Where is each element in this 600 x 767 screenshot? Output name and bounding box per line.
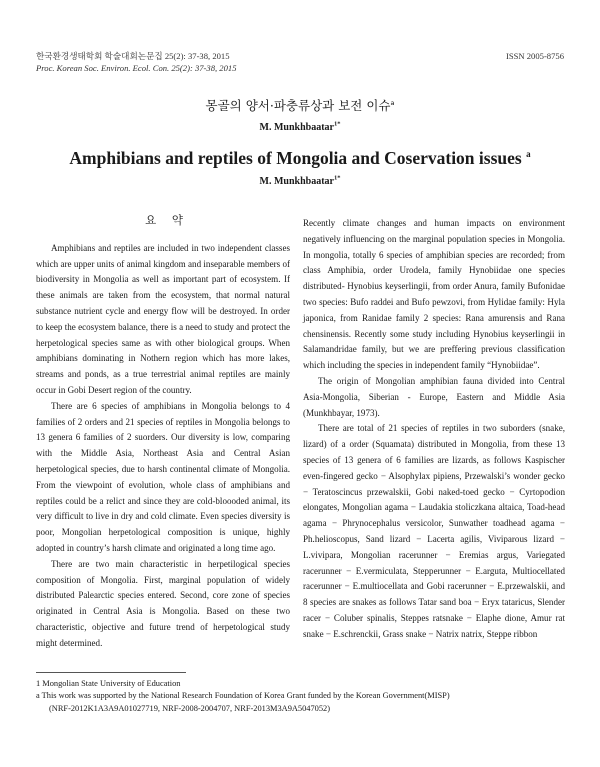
- title-korean: [0, 96, 600, 114]
- title-korean-footnote-mark: a: [390, 98, 395, 107]
- paragraph: There are two main characteristic in herpetilogical species composition of Mongolia. First, marginal population of widely distributed Palearctic species entered. Second, core zone of species originated in Central Asia is Mongolia. Based on these two characteristic, objective and future trend of herpetological study might determined.: [36, 558, 290, 648]
- paragraph: Amphibians and reptiles are included in two independent classes which are upper units of animal kingdom and inseparable members of biodiversity in Mongolia as well as important part of ecosystem. If these animals are taken from the ecosystem, that normal natural substance nutrient cycle and energy flow will be destroyed. In order to keep the ecosystem balance, there is a need to study and protect the herpetological species same as with other biological groups. When amphibians dominating in Nothern region which has more lakes, streams and ponds, as a true terrestrial animal reptiles are mainly occur in Gobi Desert region of the country.: [36, 242, 290, 395]
- author-korean-name: M. Munkhbaatar: [259, 122, 334, 133]
- footnote-funding: a This work was supported by the National Research Foundation of Korea Grant funded by the Korean Government(MISP): [36, 691, 450, 701]
- author-english-name: M. Munkhbaatar: [259, 176, 334, 187]
- footnote-grant-numbers: (NRF-2012K1A3A9A01027719, NRF-2008-2004707, NRF-2013M3A9A5047052): [49, 703, 331, 713]
- footnote-affiliation: 1 Mongolian State University of Education: [36, 679, 181, 688]
- author-korean: [0, 122, 600, 133]
- title-english-footnote-mark: a: [526, 149, 531, 160]
- issn-number: ISSN 2005-8756: [505, 51, 564, 61]
- title-english-text: Amphibians and reptiles of Mongolia and Coservation issues: [69, 148, 522, 168]
- paragraph: There are total of 21 species of reptiles in two suborders (snake, lizard) of a order (Squamata) distributed in Mongolia, from these 13 species of 13 genera of 6 families are lizards, as follows Kaspischer even-fingered gecko − Alsophylax pipiens, Przewalski’s wonder gecko − Teratoscincus przewalskii, Gobi naked-toed gecko − Cyrtopodion elongates, Mongolian agama − Laudakia stoliczkana altaica, Toad-head agama − Phrynocephalus versicolor, Sunwather toadhead agama − Ph.helioscopus, Sand lizard − Lacerta agilis, Viviparous lizard − L.vivipara, Mongolian racerunner − Eremias argus, Variegated racerunner − E.vermiculata, Stepperunner − E.arguta, Multiocellated racerunner − E.multiocellata and Gobi racerunner − E.przewalskii, and 8 species are snakes as follows Tatar sand boa − Eryx tataricus, Slender racer − Coluber spinalis, Steppes ratsnake − Elaphe dione, Amur rat snake − E.schrenckii, Grass snake − Natrix natrix, Steppe ribbon: [303, 423, 565, 639]
- journal-citation-english: Proc. Korean Soc. Environ. Ecol. Con. 25(2): 37-38, 2015: [36, 63, 237, 73]
- right-column: [303, 216, 565, 643]
- title-korean-text: 몽골의 양서·파충류상과 보전 이슈: [205, 98, 391, 113]
- footnote-divider: [36, 672, 186, 673]
- author-english: [0, 176, 600, 187]
- paragraph: There are 6 species of amphibians in Mongolia belongs to 4 families of 2 orders and 21 species of reptiles in Mongolia belongs to 13 genera 6 families of 2 suorders. Our diversity is low, comparing with the Middle Asia, Northeast Asia and Central Asian herpetological species, due to harsh continental climate of Mongolia. From the viewpoint of evolution, whole class of amphibians and reptiles could be a relict and since they are cold-bloooded animal, its very difficult to live in dry and cold climate. Even species diversity is poor, Mongolian herpetological composition is unique, highly adopted in country’s harsh climate and originated a long time ago.: [36, 400, 290, 553]
- journal-citation-korean: 한국환경생태학회 학술대회논문집 25(2): 37-38, 2015: [36, 51, 230, 61]
- author-english-footnote-mark: 1*: [333, 174, 341, 182]
- title-english: [0, 148, 600, 169]
- footnotes: [36, 678, 566, 715]
- paragraph: Recently climate changes and human impacts on environment negatively influencing on the marginal population species in Mongolia. In mongolia, totally 6 species of amphibian species are recorded; from class Amphibia, order Urodela, family Hynobiidae one species distributed- Hynobius keyserlingii, from order Anura, family Bufonidae two species: Bufo raddei and Bufo pewzovi, from Hylidae family: Hyla japonica, from Ranidae family 2 species: Rana amurensis and Rana chensinensis. Recently some study including Hynobius keyserlingii in Salamandridae family, but we are preffering previous classification which including the species in independent family “Hynobiidae”.: [303, 218, 565, 371]
- running-header: [36, 50, 564, 74]
- left-column: [36, 213, 290, 652]
- abstract-heading: 요 약: [145, 213, 189, 227]
- paragraph: The origin of Mongolian amphibian fauna divided into Central Asia-Mongolia, Siberian - Europe, Eastern and Middle Asia (Munkhbayar, 1973).: [303, 375, 565, 418]
- author-korean-footnote-mark: 1*: [333, 120, 341, 128]
